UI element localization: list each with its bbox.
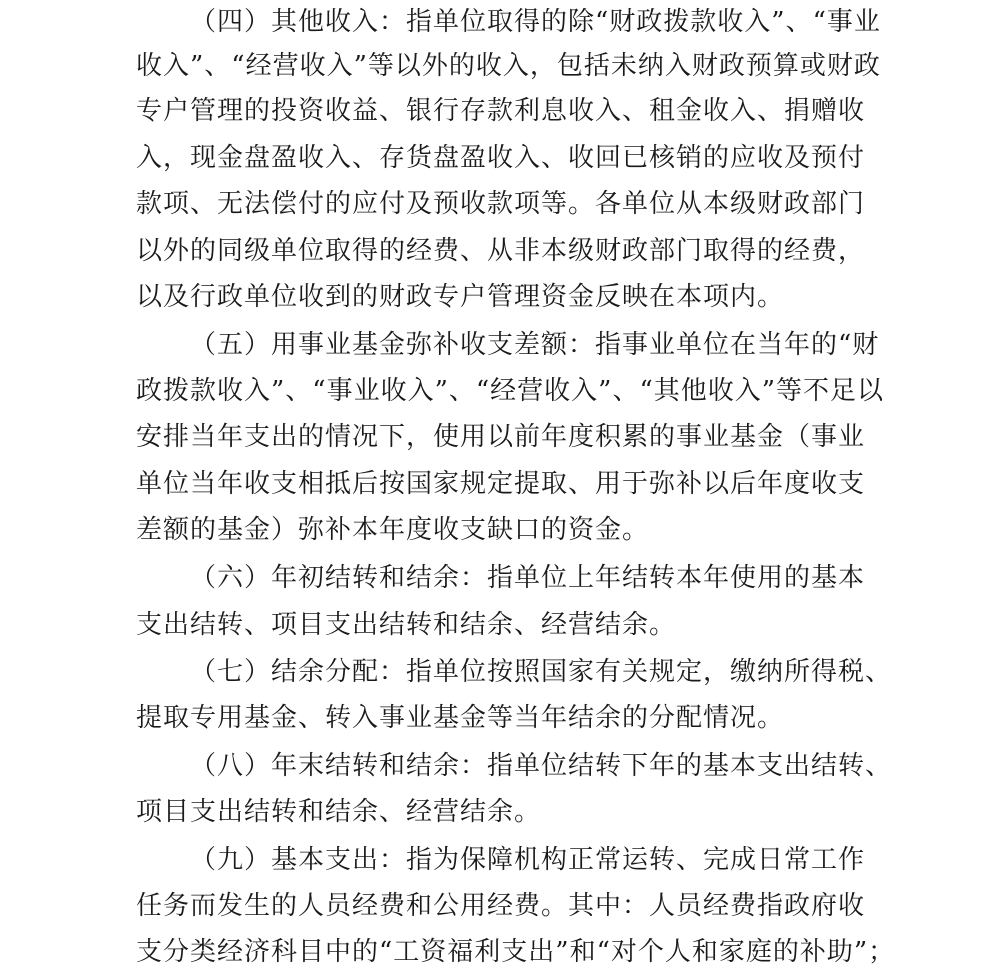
paragraph-9-line-2: 任务而发生的人员经费和公用经费。其中：人员经费指政府收 <box>136 891 866 921</box>
paragraph-4-line-6: 以外的同级单位取得的经费、从非本级财政部门取得的经费， <box>136 236 866 266</box>
paragraph-6-line-2: 支出结转、项目支出结转和结余、经营结余。 <box>136 610 677 640</box>
paragraph-5-line-2: 政拨款收入”、“事业收入”、“经营收入”、“其他收入”等不足以 <box>136 376 885 406</box>
paragraph-8-line-1: （八）年末结转和结余：指单位结转下年的基本支出结转、 <box>190 751 893 781</box>
paragraph-7-line-2: 提取专用基金、转入事业基金等当年结余的分配情况。 <box>136 703 785 733</box>
paragraph-4-line-4: 入，现金盘盈收入、存货盘盈收入、收回已核销的应收及预付 <box>136 143 866 173</box>
paragraph-4-line-2: 收入”、“经营收入”等以外的收入，包括未纳入财政预算或财政 <box>136 51 881 81</box>
paragraph-6-line-1: （六）年初结转和结余：指单位上年结转本年使用的基本 <box>190 563 866 593</box>
paragraph-9-line-1: （九）基本支出：指为保障机构正常运转、完成日常工作 <box>190 845 866 875</box>
paragraph-5-line-4: 单位当年收支相抵后按国家规定提取、用于弥补以后年度收支 <box>136 469 866 499</box>
paragraph-9-line-3: 支分类经济科目中的“工资福利支出”和“对个人和家庭的补助”； <box>136 937 896 967</box>
paragraph-8-line-2: 项目支出结转和结余、经营结余。 <box>136 797 542 827</box>
paragraph-5-line-3: 安排当年支出的情况下，使用以前年度积累的事业基金（事业 <box>136 422 866 452</box>
paragraph-4-line-5: 款项、无法偿付的应付及预收款项等。各单位从本级财政部门 <box>136 189 866 219</box>
paragraph-4-line-3: 专户管理的投资收益、银行存款利息收入、租金收入、捐赠收 <box>136 96 866 126</box>
paragraph-4-line-1: （四）其他收入：指单位取得的除“财政拨款收入”、“事业 <box>190 7 881 37</box>
paragraph-5-line-1: （五）用事业基金弥补收支差额：指事业单位在当年的“财 <box>190 330 880 360</box>
paragraph-7-line-1: （七）结余分配：指单位按照国家有关规定，缴纳所得税、 <box>190 657 893 687</box>
paragraph-4-line-7: 以及行政单位收到的财政专户管理资金反映在本项内。 <box>136 282 785 312</box>
paragraph-5-line-5: 差额的基金）弥补本年度收支缺口的资金。 <box>136 515 650 545</box>
